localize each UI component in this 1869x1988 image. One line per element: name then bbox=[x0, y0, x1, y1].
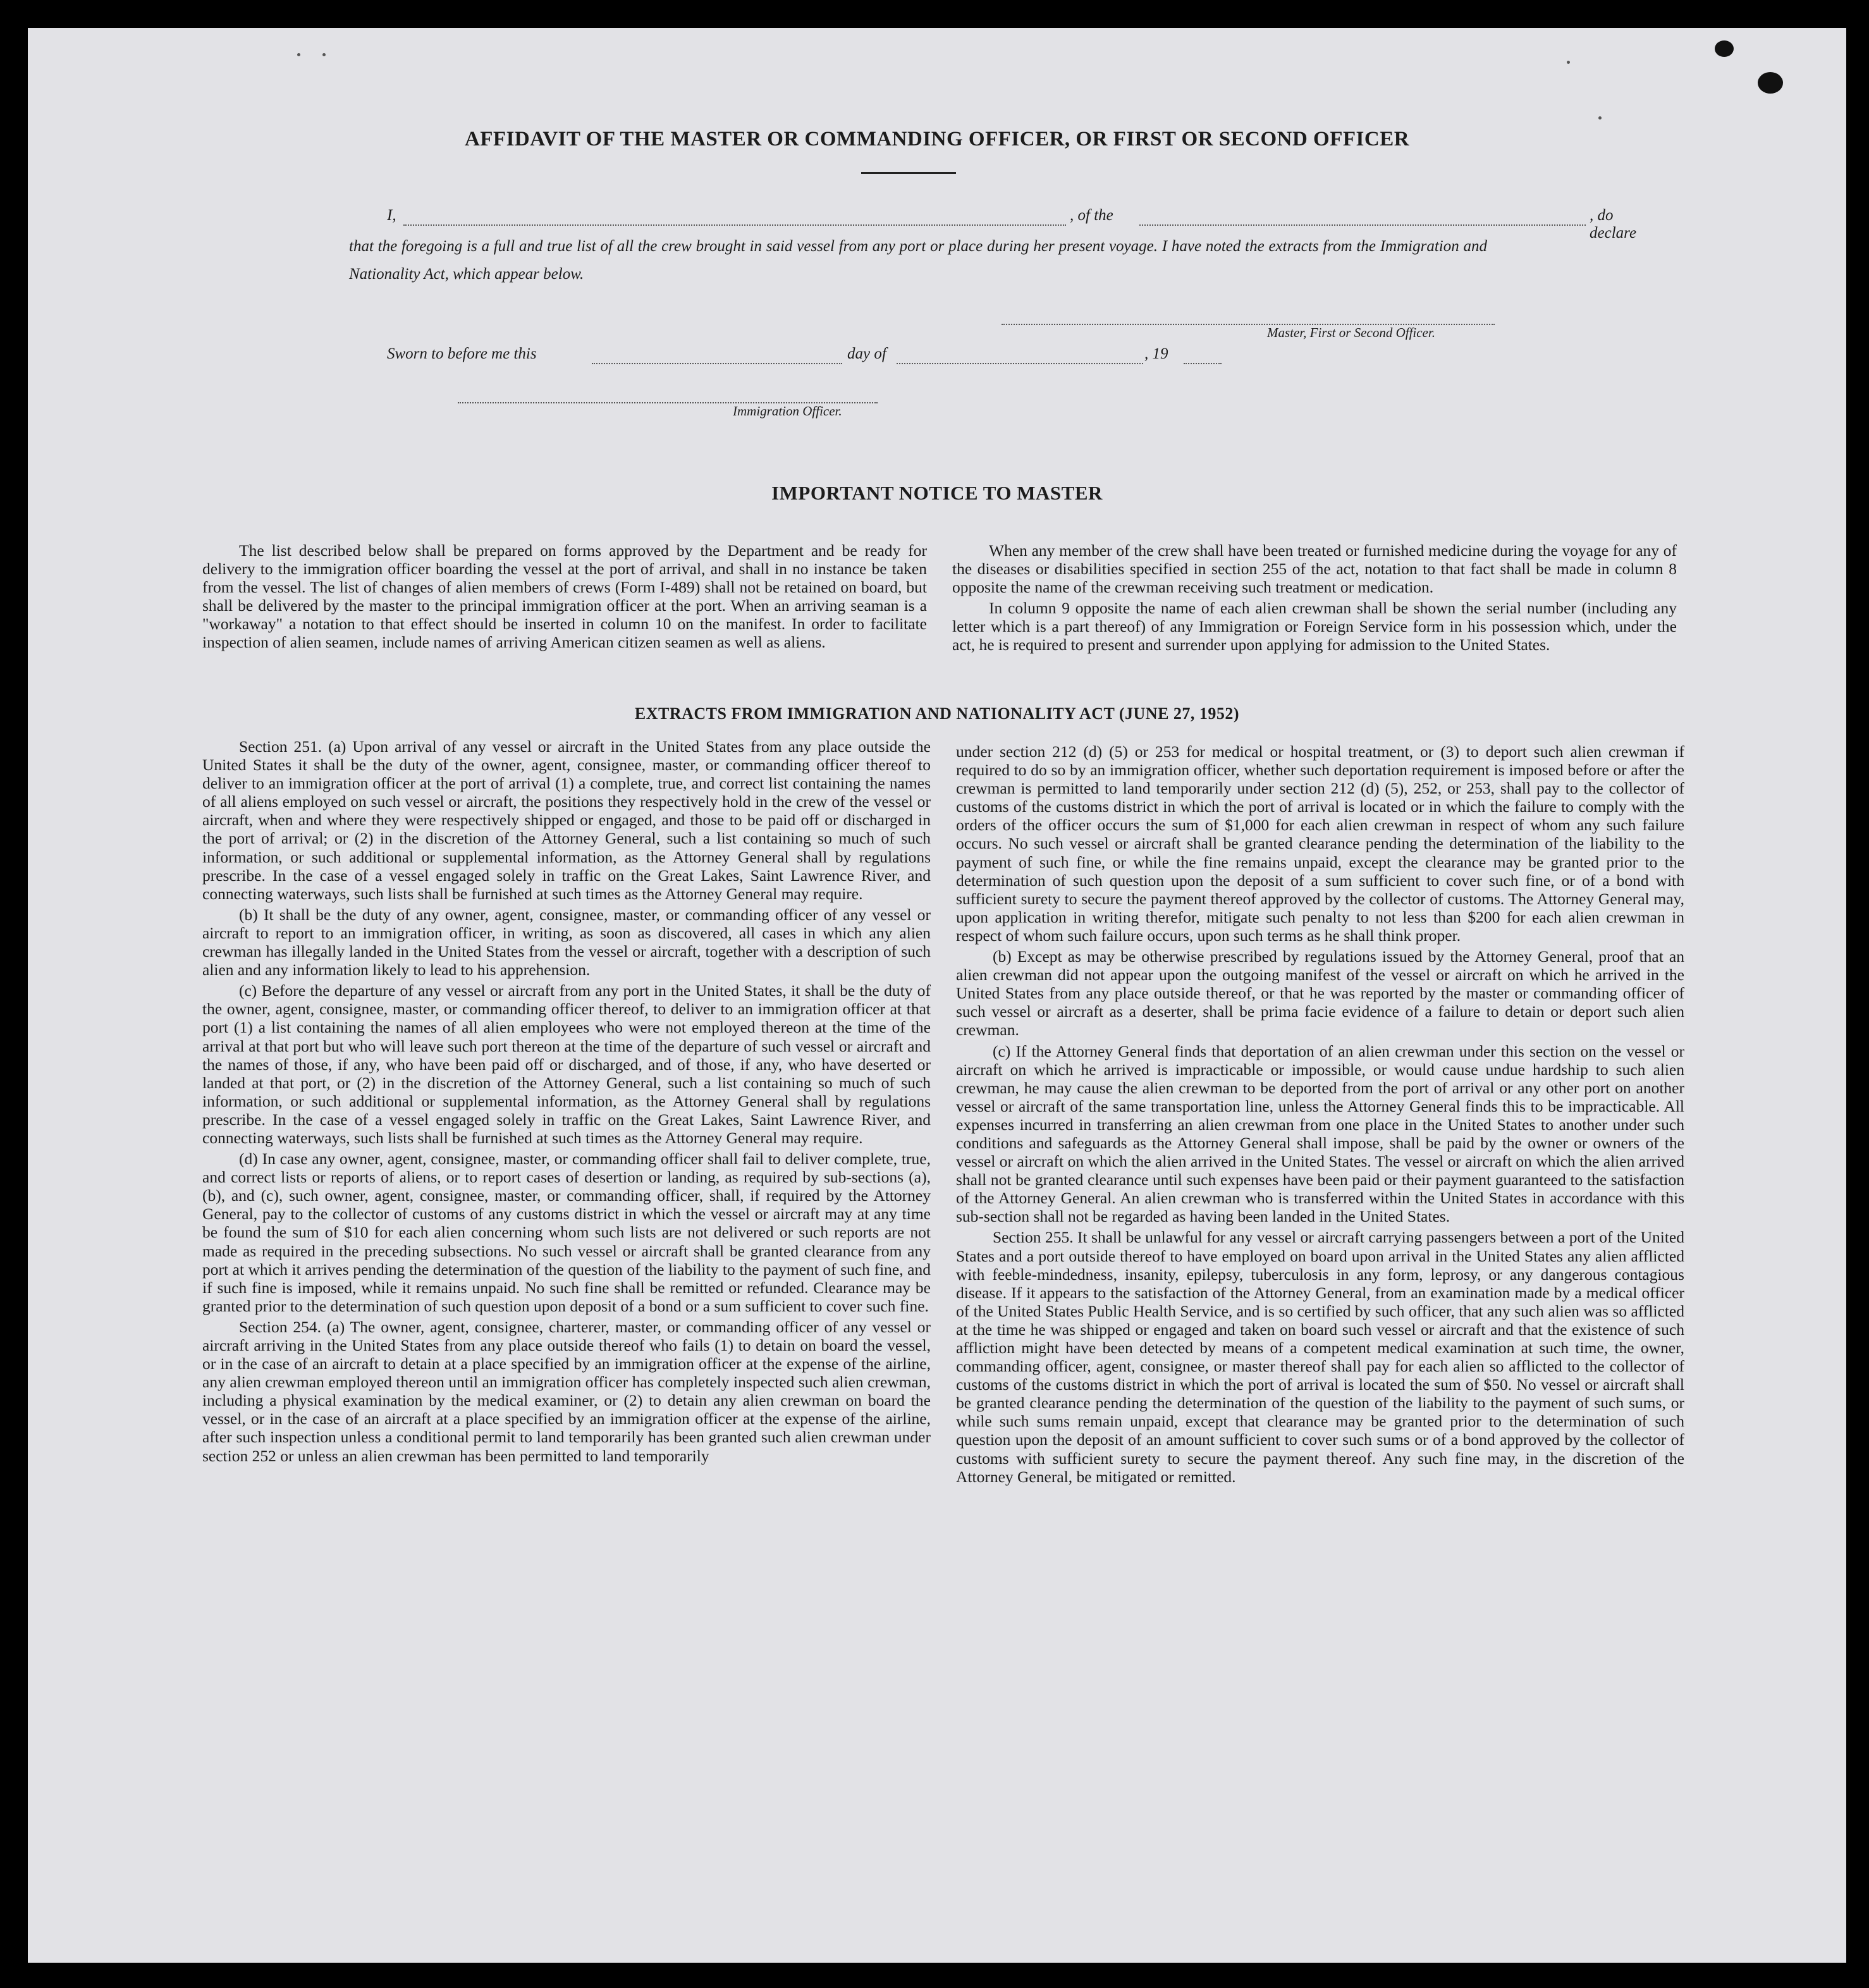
declarant-prefix: I, bbox=[387, 207, 396, 224]
sworn-prefix: Sworn to before me this bbox=[387, 345, 537, 362]
immigration-officer-label: Immigration Officer. bbox=[733, 403, 842, 419]
document-page bbox=[28, 28, 1846, 1963]
declaration-line bbox=[387, 207, 1637, 242]
notice-left-column bbox=[202, 541, 927, 652]
declare-suffix: , do declare bbox=[1590, 207, 1637, 242]
scan-speck bbox=[297, 53, 300, 56]
extracts-right-column bbox=[956, 742, 1684, 1486]
sworn-month-field[interactable] bbox=[897, 363, 1143, 364]
notice-paragraph: The list described below shall be prepared on forms approved by the Department and be ready for delivery to the immigration officer boarding the vessel at the port of arrival, and shall in no instance be taken from the vessel. The list of changes of alien members of crews (Form I-489) shall not be retained on board, but shall be delivered by the master to the principal immigration officer at the port. When an arriving seaman is a "workaway" a notation to that effect should be inserted in column 10 on the manifest. In order to facilitate inspection of alien seamen, include names of arriving American citizen seamen as well as aliens. bbox=[202, 541, 927, 652]
affidavit-title: AFFIDAVIT OF THE MASTER OR COMMANDING OFFICER, OR FIRST OR SECOND OFFICER bbox=[464, 128, 1410, 150]
year-prefix: , 19 bbox=[1144, 345, 1168, 362]
title-underline bbox=[861, 172, 956, 174]
section-251-d: (d) In case any owner, agent, consignee, master, or commanding officer shall fail to deliver complete, true, and correct lists or reports of aliens, or to report cases of desertion or landing, as required by sub-sections (a), (b), and (c), such owner, agent, consignee, master, or commanding officer, shall, if required by the Attorney General, pay to the collector of customs of any customs district in which the vessel or aircraft may at any time be found the sum of $10 for each alien concerning whom such lists are not delivered or such reports are not made as required in the preceding subsections. No such vessel or aircraft shall be granted clearance from any port at which it arrives pending the determination of the question of the liability to the payment of such fine, and if such fine is imposed, while it remains unpaid. No such fine shall be remitted or refunded. Clearance may be granted prior to the determination of such question upon deposit of a bond or a sum sufficient to cover such fine. bbox=[202, 1150, 931, 1315]
sworn-date-field[interactable] bbox=[592, 363, 842, 364]
ink-blot bbox=[1715, 40, 1734, 57]
section-255: Section 255. It shall be unlawful for any vessel or aircraft carrying passengers between a port of the United States and a port outside thereof to have employed on board upon arrival in the United States any alien afflicted with feeble-mindedness, insanity, epilepsy, tuberculosis in any form, leprosy, or any dangerous contagious disease. If it appears to the satisfaction of the Attorney General, from an examination made by a medical officer of the United States Public Health Service, and is so certified by such officer, that any such alien was so afflicted at the time he was shipped or engaged and taken on board such vessel or aircraft and that the existence of such affliction might have been detected by means of a competent medical examination at such time, the owner, commanding officer, agent, consignee, or master thereof shall pay for each alien so afflicted to the collector of customs of the customs district in which the port of arrival is located the sum of $50. No vessel or aircraft shall be granted clearance pending the determination of the question of the liability to the payment of such sums, or while such sums remain unpaid, except that clearance may be granted prior to the determination of such question upon the deposit of an amount sufficient to cover such sums or of a bond approved by the collector of customs with sufficient surety to secure the payment thereof. Any such fine may, in the discretion of the Attorney General, be mitigated or remitted. bbox=[956, 1228, 1684, 1486]
extracts-left-column bbox=[202, 737, 931, 1465]
section-251-c: (c) Before the departure of any vessel or aircraft from any port in the United States, it shall be the duty of the owner, agent, consignee, master, or commanding officer thereof, to deliver to an immigration officer at that port (1) a list containing the names of all alien employees who were not employed thereon at the time of the arrival at that port but who will leave such port thereon at the time of the departure of such vessel or aircraft and the names of those, if any, who have been paid off or discharged, and of those, if any, who have deserted or landed at that port, or (2) in the discretion of the Attorney General, such a list containing so much of such information, or such additional or supplemental information, as the Attorney General shall by regulations prescribe. In the case of a vessel engaged solely in traffic on the Great Lakes, Saint Lawrence River, and connecting waterways, such lists shall be furnished at such times as the Attorney General may require. bbox=[202, 981, 931, 1147]
vessel-name-field[interactable] bbox=[1139, 224, 1586, 226]
section-254-a-continued: under section 212 (d) (5) or 253 for medical or hospital treatment, or (3) to deport such alien crewman if required to do so by an immigration officer, whether such deportation requirement is imposed before or after the crewman is permitted to land temporarily under section 212 (d) (5), 252, or 253, shall pay to the collector of customs of the customs district in which the port of arrival is located or in which the failure to comply with the orders of the officer occurs the sum of $1,000 for each alien crewman in respect of whom any such failure occurs. No such vessel or aircraft shall be granted clearance pending the determination of the liability to the payment of such fine, or while the fine remains unpaid, except the clearance may be granted prior to the determination of such question upon the deposit of a sum sufficient to cover such fine, or of a bond with sufficient surety to secure the payment thereof approved by the collector of customs. The Attorney General may, upon application in writing therefor, mitigate such penalty to not less than $200 for each alien crewman in respect of whom such failure occurs, upon such terms as he shall think proper. bbox=[956, 742, 1684, 945]
sworn-line bbox=[387, 345, 1272, 367]
scan-speck bbox=[322, 53, 326, 56]
notice-title: IMPORTANT NOTICE TO MASTER bbox=[771, 482, 1103, 504]
declaration-text: that the foregoing is a full and true list of all the crew brought in said vessel from any port or place during her present voyage. I have noted the extracts from the Immigration and Nationality Act, which appear below. bbox=[349, 238, 1487, 283]
declarant-name-field[interactable] bbox=[403, 224, 1066, 226]
vessel-prefix: , of the bbox=[1070, 207, 1113, 224]
section-251-b: (b) It shall be the duty of any owner, agent, consignee, master, or commanding officer of any vessel or aircraft to report to an immigration officer, in writing, as soon as discovered, all cases in which any alien crewman has illegally landed in the United States from the vessel or aircraft, together with a description of such alien and any information likely to lead to his apprehension. bbox=[202, 905, 931, 979]
ink-blot bbox=[1758, 72, 1783, 94]
section-254-c: (c) If the Attorney General finds that deportation of an alien crewman under this section on the vessel or aircraft on which he arrived is impracticable or impossible, or would cause undue hardship to such alien crewman, he may cause the alien crewman to be deported from the port of arrival or any other port on another vessel or aircraft of the same transportation line, unless the Attorney General finds this to be impracticable. All expenses incurred in transferring an alien crewman from one place in the United States to another under such conditions and safeguards as the Attorney General shall impose, shall be paid by the owner or owners of the vessel or aircraft on which the alien arrived in the United States. The vessel or aircraft on which the alien arrived shall not be granted clearance until such expenses have been paid or their payment guaranteed to the satisfaction of the Attorney General. An alien crewman who is transferred within the United States in accordance with this sub-section shall not be regarded as having been landed in the United States. bbox=[956, 1041, 1684, 1226]
day-of-label: day of bbox=[847, 345, 886, 362]
extracts-heading: EXTRACTS FROM IMMIGRATION AND NATIONALITY ACT (JUNE 27, 1952) bbox=[634, 704, 1240, 723]
scan-speck bbox=[1598, 116, 1602, 120]
section-254-b: (b) Except as may be otherwise prescribed by regulations issued by the Attorney General, proof that an alien crewman did not appear upon the outgoing manifest of the vessel or aircraft on which he arrived in the United States from any place outside thereof, or that he was reported by the master or commanding officer of such vessel or aircraft as a deserter, shall be prima facie evidence of a failure to detain or deport such alien crewman. bbox=[956, 947, 1684, 1040]
section-254-a: Section 254. (a) The owner, agent, consignee, charterer, master, or commanding officer of any vessel or aircraft arriving in the United States from any place outside thereof who fails (1) to detain on board the vessel, or in the case of an aircraft to detain at a place specified by an immigration officer at the expense of the airline, any alien crewman employed thereon until an immigration officer has completely inspected such alien crewman, including a physical examination by the medical examiner, or (2) to detain any alien crewman on board the vessel, or in the case of an aircraft at a place specified by an immigration officer at the expense of the airline, after such inspection unless a conditional permit to land temporarily has been granted such alien crewman under section 252 or unless an alien crewman has been permitted to land temporarily bbox=[202, 1317, 931, 1465]
sworn-year-field[interactable] bbox=[1184, 363, 1222, 364]
master-signature-label: Master, First or Second Officer. bbox=[1267, 325, 1435, 340]
section-251-a: Section 251. (a) Upon arrival of any vessel or aircraft in the United States from any place outside the United States it shall be the duty of the owner, agent, consignee, master, or commanding officer thereof to deliver to an immigration officer at the port of arrival (1) a complete, true, and correct list containing the names of all aliens employed on such vessel or aircraft, the positions they respectively hold in the crew of the vessel or aircraft, when and where they were respectively shipped or engaged, and those to be paid off or discharged in the port of arrival; or (2) in the discretion of the Attorney General, such a list containing so much of such information, or such additional or supplemental information, as the Attorney General shall by regulations prescribe. In the case of a vessel engaged solely in traffic on the Great Lakes, Saint Lawrence River, and connecting waterways, such lists shall be furnished at such times as the Attorney General may require. bbox=[202, 737, 931, 903]
notice-paragraph: In column 9 opposite the name of each alien crewman shall be shown the serial number (including any letter which is a part thereof) of any Immigration or Foreign Service form in his possession which, under the act, he is required to present and surrender upon applying for admission to the United States. bbox=[952, 599, 1677, 654]
notice-paragraph: When any member of the crew shall have been treated or furnished medicine during the voyage for any of the diseases or disabilities specified in section 255 of the act, notation to that fact shall be made in column 8 opposite the name of the crewman receiving such treatment or medication. bbox=[952, 541, 1677, 597]
notice-right-column bbox=[952, 541, 1677, 654]
scan-speck bbox=[1567, 61, 1570, 64]
